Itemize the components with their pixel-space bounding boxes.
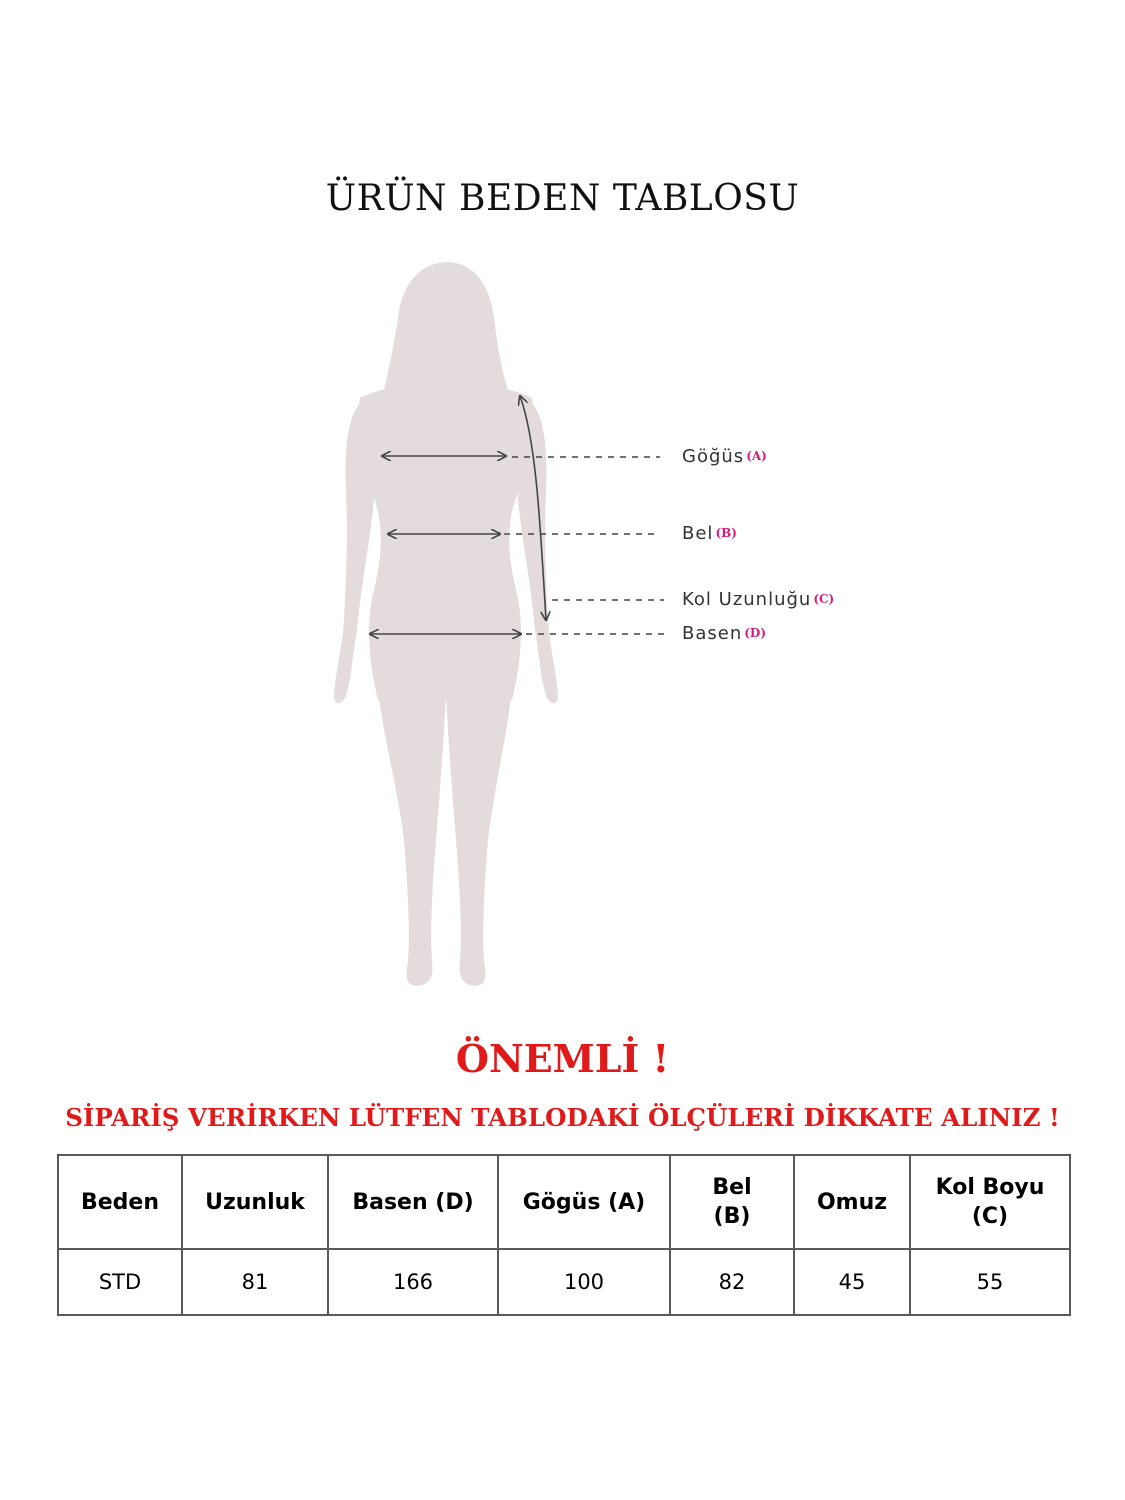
waist-label [682, 523, 737, 544]
header-waist-line2: (B) [713, 1204, 751, 1229]
cell-length: 81 [182, 1249, 328, 1315]
header-sleeve-line1: Kol Boyu [935, 1175, 1045, 1200]
cell-sleeve: 55 [910, 1249, 1070, 1315]
sleeve-label-text: Kol Uzunluğu [682, 589, 812, 610]
cell-hip: 166 [328, 1249, 498, 1315]
header-hip: Basen (D) [328, 1155, 498, 1249]
sleeve-label [682, 589, 834, 610]
chest-label-text: Göğüs [682, 446, 745, 467]
hip-label-code: (D) [744, 626, 767, 640]
sleeve-label-code: (C) [813, 592, 835, 606]
cell-size: STD [58, 1249, 182, 1315]
important-note: SİPARİŞ VERİRKEN LÜTFEN TABLODAKİ ÖLÇÜLERİ DİKKATE ALINIZ ! [65, 1103, 1060, 1132]
header-length: Uzunluk [182, 1155, 328, 1249]
cell-waist: 82 [670, 1249, 794, 1315]
important-title: ÖNEMLİ ! [455, 1036, 670, 1081]
header-shoulder: Omuz [794, 1155, 910, 1249]
chest-label [682, 446, 767, 467]
header-waist [670, 1155, 794, 1249]
header-waist-line1: Bel [712, 1175, 752, 1200]
cell-chest: 100 [498, 1249, 670, 1315]
hip-label [682, 623, 766, 644]
waist-label-text: Bel [682, 523, 714, 544]
chest-label-code: (A) [746, 449, 767, 463]
header-chest: Gögüs (A) [498, 1155, 670, 1249]
table-row [58, 1249, 1070, 1315]
hip-label-text: Basen [682, 623, 743, 644]
size-table [57, 1154, 1071, 1316]
cell-shoulder: 45 [794, 1249, 910, 1315]
header-sleeve-line2: (C) [971, 1204, 1009, 1229]
table-header-row [58, 1155, 1070, 1249]
waist-label-code: (B) [715, 526, 737, 540]
woman-silhouette [334, 262, 558, 986]
header-size: Beden [58, 1155, 182, 1249]
header-sleeve [910, 1155, 1070, 1249]
page-title: ÜRÜN BEDEN TABLOSU [325, 178, 800, 219]
